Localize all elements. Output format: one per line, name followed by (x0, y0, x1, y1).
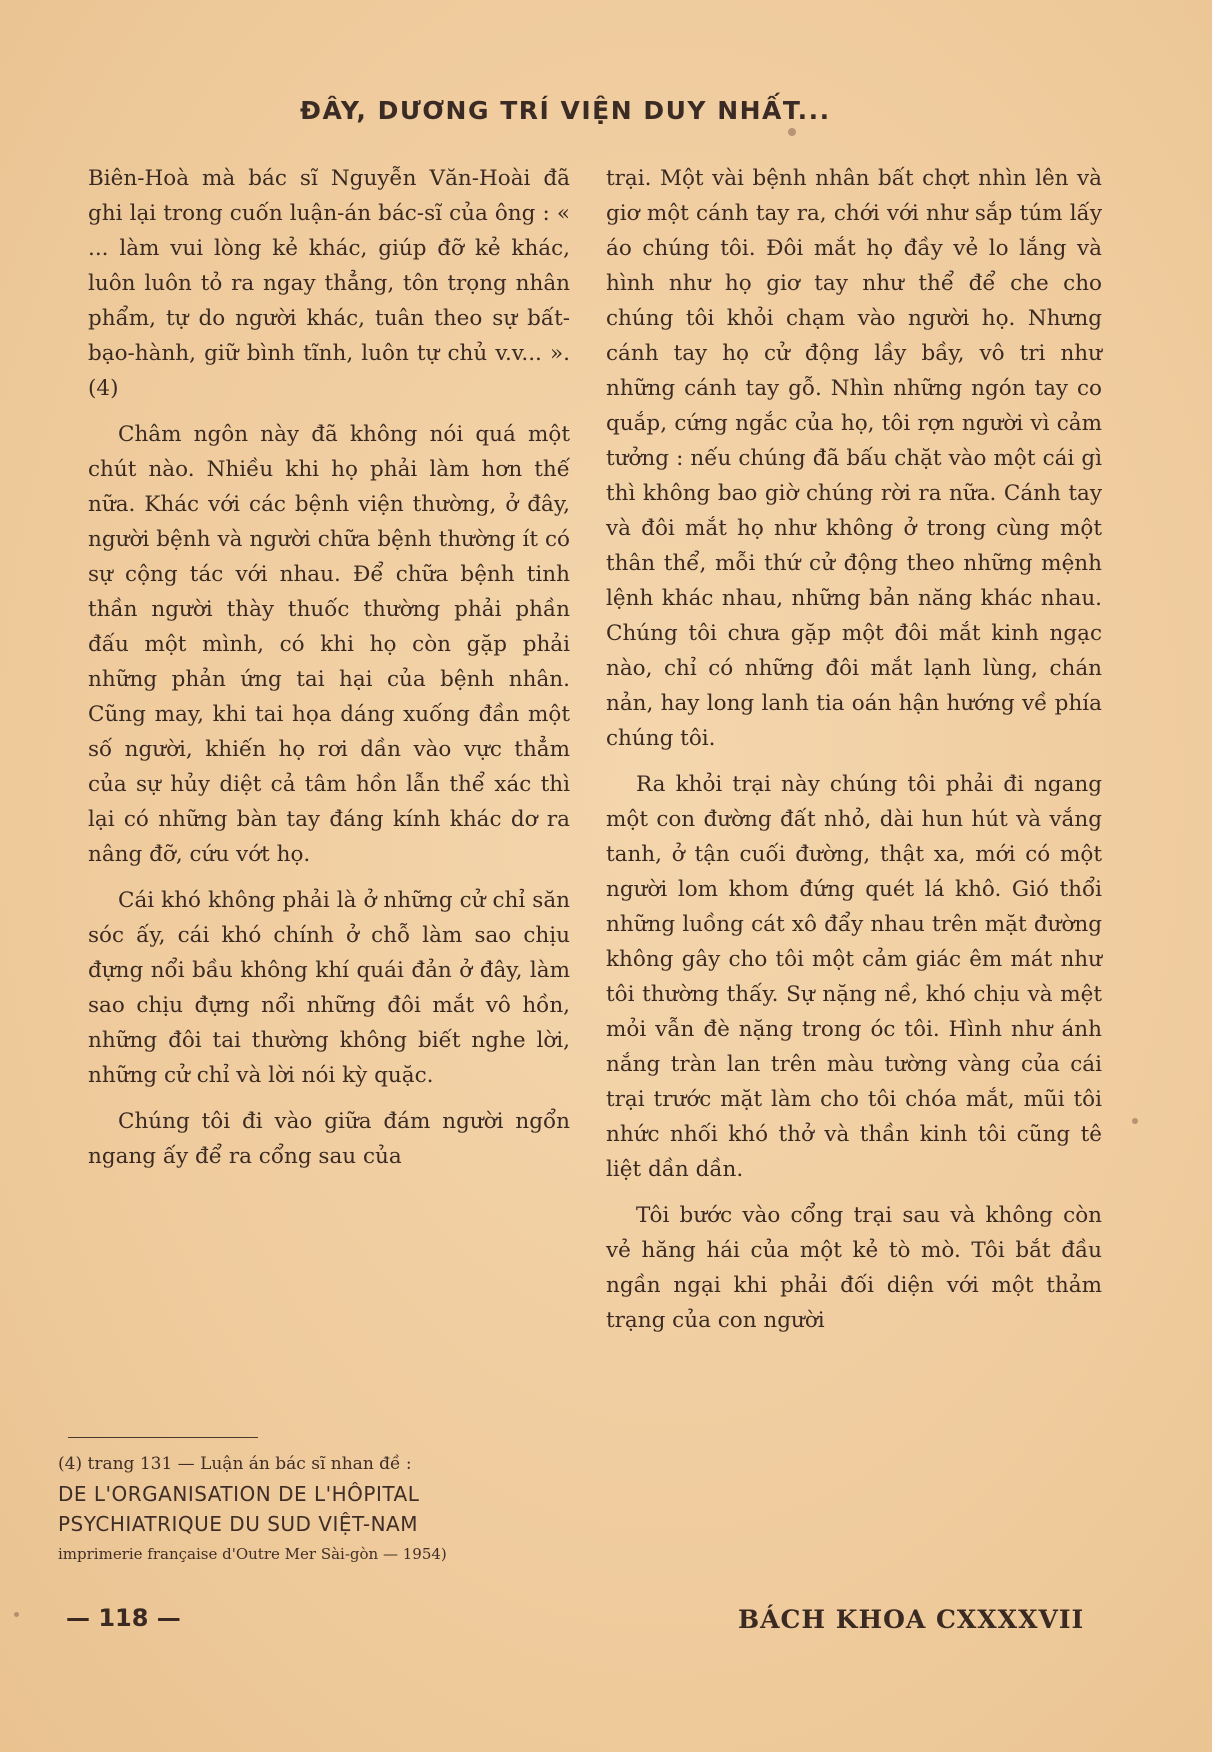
paragraph: trại. Một vài bệnh nhân bất chợt nhìn lên và giơ một cánh tay ra, chới với như sắp túm lấy áo chúng tôi. Đôi mắt họ đầy vẻ lo lắng và hình như họ giơ tay như thể để che cho chúng tôi khỏi chạm vào người họ. Nhưng cánh tay họ cử động lầy bầy, vô tri như những cánh tay gỗ. Nhìn những ngón tay co quắp, cứng ngắc của họ, tôi rợn người vì cảm tưởng : nếu chúng đã bấu chặt vào một cái gì thì không bao giờ chúng rời ra nữa. Cánh tay và đôi mắt họ như không ở trong cùng một thân thể, mỗi thứ cử động theo những mệnh lệnh khác nhau, những bản năng khác nhau. Chúng tôi chưa gặp một đôi mắt kinh ngạc nào, chỉ có những đôi mắt lạnh lùng, chán nản, hay long lanh tia oán hận hướng về phía chúng tôi. (606, 166, 1102, 751)
ink-speck (1132, 1118, 1138, 1124)
paragraph: Ra khỏi trại này chúng tôi phải đi ngang một con đường đất nhỏ, dài hun hút và vắng tanh, ở tận cuối đường, thật xa, mới có một người lom khom đứng quét lá khô. Gió thổi những luồng cát xô đẩy nhau trên mặt đường không gây cho tôi một cảm giác êm mát như tôi thường thấy. Sự nặng nề, khó chịu và mệt mỏi vẫn đè nặng trong óc tôi. Hình như ánh nắng tràn lan trên màu tường vàng của cái trại trước mặt làm cho tôi chóa mắt, mũi tôi nhức nhối khó thở và thần kinh tôi cũng tê liệt dần dần. (606, 772, 1102, 1182)
footnote (58, 1449, 578, 1569)
ink-speck (14, 1612, 19, 1617)
left-column (88, 161, 570, 1185)
paragraph: Biên-Hoà mà bác sĩ Nguyễn Văn-Hoài đã ghi lại trong cuốn luận-án bác-sĩ của ông : « ... làm vui lòng kẻ khác, giúp đỡ kẻ khác, luôn luôn tỏ ra ngay thẳng, tôn trọng nhân phẩm, tự do người khác, tuân theo sự bất-bạo-hành, giữ bình tĩnh, luôn tự chủ v.v... ». (4) (88, 166, 570, 401)
paragraph: Châm ngôn này đã không nói quá một chút nào. Nhiều khi họ phải làm hơn thế nữa. Khác với các bệnh viện thường, ở đây, người bệnh và người chữa bệnh thường ít có sự cộng tác với nhau. Để chữa bệnh tinh thần người thày thuốc thường phải phần đấu một mình, có khi họ còn gặp phải những phản ứng tai hại của bệnh nhân. Cũng may, khi tai họa dáng xuống đần một số người, khiến họ rơi dần vào vực thẳm của sự hủy diệt cả tâm hồn lẫn thể xác thì lại có những bàn tay đáng kính khác dơ ra nâng đỡ, cứu vớt họ. (88, 422, 570, 867)
footnote-divider (68, 1437, 258, 1438)
right-column (606, 161, 1102, 1349)
paragraph: Cái khó không phải là ở những cử chỉ săn sóc ấy, cái khó chính ở chỗ làm sao chịu đựng nổi bầu không khí quái đản ở đây, làm sao chịu đựng nổi những đôi mắt vô hồn, những đôi tai thường không biết nghe lời, những cử chỉ và lời nói kỳ quặc. (88, 888, 570, 1088)
footnote-publisher: imprimerie française d'Outre Mer Sài-gòn — 1954) (58, 1545, 447, 1563)
page-number: — 118 — (66, 1604, 181, 1632)
ink-speck (788, 128, 796, 136)
paragraph: Chúng tôi đi vào giữa đám người ngổn ngang ấy để ra cổng sau của (88, 1109, 570, 1169)
footnote-title-line: PSYCHIATRIQUE DU SUD VIỆT-NAM (58, 1512, 418, 1536)
journal-issue: BÁCH KHOA CXXXXVII (738, 1605, 1085, 1634)
running-title: ĐÂY, DƯƠNG TRÍ VIỆN DUY NHẤT... (300, 96, 831, 125)
paragraph: Tôi bước vào cổng trại sau và không còn vẻ hăng hái của một kẻ tò mò. Tôi bắt đầu ngần ngại khi phải đối diện với một thảm trạng của con người (606, 1203, 1102, 1333)
footnote-title-line: DE L'ORGANISATION DE L'HÔPITAL (58, 1482, 420, 1506)
footnote-reference: (4) trang 131 — Luận án bác sĩ nhan đề : (58, 1454, 412, 1474)
